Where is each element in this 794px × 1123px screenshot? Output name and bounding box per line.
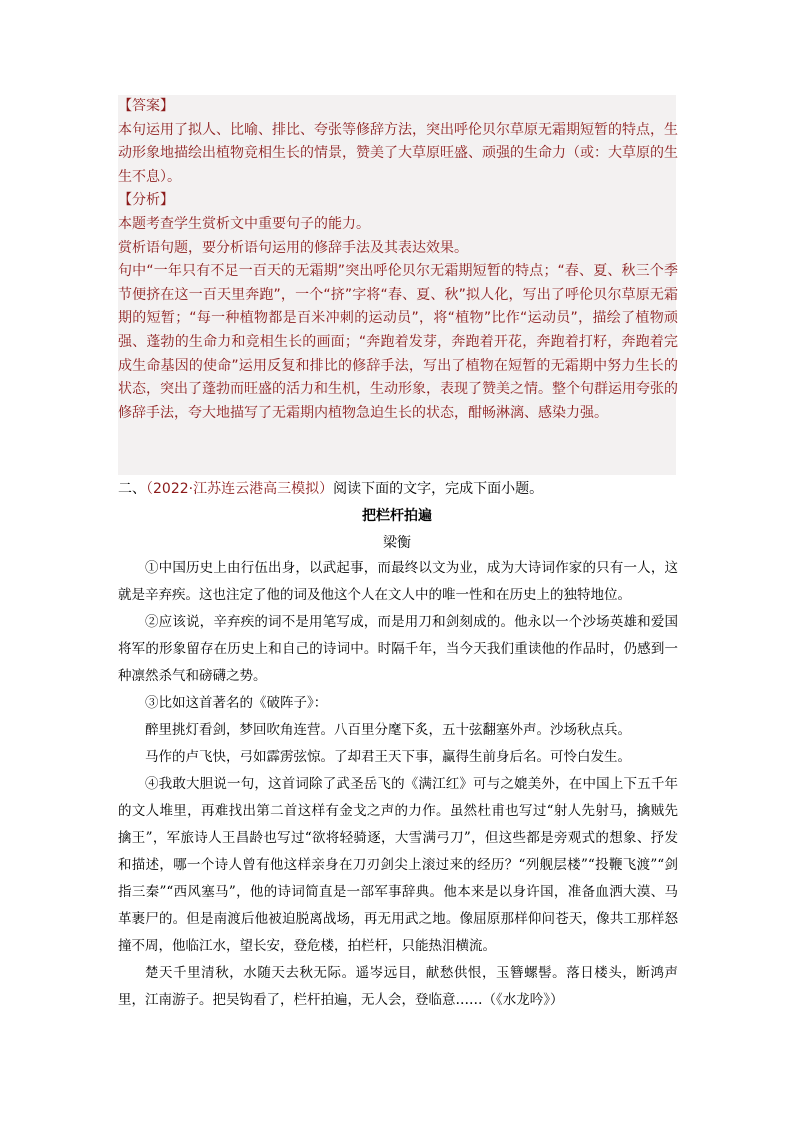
essay-paragraph-4: ④我敢大胆说一句，这首词除了武圣岳飞的《满江红》可与之媲美外，在中国上下五千年的文人堆里，再难找出第二首这样有金戈之声的力作。虽然杜甫也写过“射人先射马，擒贼先擒王”，军旅诗人王昌龄也写过“欲将轻骑逐，大雪满弓刀”，但这些都是旁观式的想象、抒发和描述，哪一个诗人曾有他这样亲身在刀刃剑尖上滚过来的经历？“列舰层楼”“投鞭飞渡”“剑指三秦”“西风塞马”，他的诗词简直是一部军事辞典。他本来是以身许国，准备血洒大漠、马革裹尸的。但是南渡后他被迫脱离战场，再无用武之地。像屈原那样仰问苍天，像共工那样怒撞不周，他临江水，望长安，登危楼，拍栏杆，只能热泪横流。 bbox=[118, 776, 678, 954]
poem-quote: 楚天千里清秋，水随天去秋无际。遥岑远目，献愁供恨，玉簪螺髻。落日楼头，断鸿声里，江南游子。把吴钩看了，栏杆拍遍，无人会，登临意……（《水龙吟》） bbox=[118, 965, 678, 1008]
question-header bbox=[118, 478, 543, 500]
essay-body bbox=[118, 555, 678, 1014]
essay-title: 把栏杆拍遍 bbox=[362, 508, 432, 524]
poem-line-2: 马作的卢飞快，弓如霹雳弦惊。了却君王天下事，赢得生前身后名。可怜白发生。 bbox=[145, 749, 631, 765]
essay-author: 梁衡 bbox=[383, 535, 411, 551]
analysis-body: 句中“一年只有不足一百天的无霜期”突出呼伦贝尔无霜期短暂的特点；“春、夏、秋三个季节便挤在这一百天里奔跑”，一个“挤”字将“春、夏、秋”拟人化，写出了呼伦贝尔草原无霜期的短暂；“每一种植物都是百米冲刺的运动员”，将“植物”比作“运动员”，描绘了植物顽强、蓬勃的生命力和竞相生长的画面；“奔跑着发芽，奔跑着开花，奔跑着打籽，奔跑着完成生命基因的使命”运用反复和排比的修辞手法，写出了植物在短暂的无霜期中努力生长的状态，突出了蓬勃而旺盛的活力和生机，生动形象，表现了赞美之情。整个句群运用夸张的修辞手法，夸大地描写了无霜期内植物急迫生长的状态，酣畅淋漓、感染力强。 bbox=[118, 263, 678, 421]
analysis-line-2: 赏析语句题，要分析语句运用的修辞手法及其表达效果。 bbox=[118, 239, 468, 256]
question-number: 二、 bbox=[118, 481, 146, 497]
answer-panel bbox=[118, 95, 678, 425]
answer-heading: 【答案】 bbox=[118, 98, 174, 114]
analysis-heading: 【分析】 bbox=[118, 192, 174, 209]
essay-paragraph-1: ①中国历史上由行伍出身，以武起事，而最终以文为业，成为大诗词作家的只有一人，这就是辛弃疾。这也注定了他的词及他这个人在文人中的唯一性和在历史上的独特地位。 bbox=[118, 560, 678, 603]
question-source: （2022·江苏连云港高三模拟） bbox=[146, 481, 334, 497]
question-instruction: 阅读下面的文字，完成下面小题。 bbox=[333, 481, 544, 497]
answer-body: 本句运用了拟人、比喻、排比、夸张等修辞方法，突出呼伦贝尔草原无霜期短暂的特点，生动形象地描绘出植物竞相生长的情景，赞美了大草原旺盛、顽强的生命力（或：大草原的生生不息）。 bbox=[118, 121, 678, 185]
analysis-line-1: 本题考查学生赏析文中重要句子的能力。 bbox=[118, 215, 370, 232]
essay-paragraph-2: ②应该说，辛弃疾的词不是用笔写成，而是用刀和剑刻成的。他永以一个沙场英雄和爱国将军的形象留存在历史上和自己的诗词中。时隔千年，当今天我们重读他的作品时，仍感到一种凛然杀气和磅礴之势。 bbox=[118, 614, 678, 684]
poem-line-1: 醉里挑灯看剑，梦回吹角连营。八百里分麾下炙，五十弦翻塞外声。沙场秋点兵。 bbox=[145, 722, 631, 738]
essay-paragraph-3: ③比如这首著名的《破阵子》： bbox=[145, 695, 328, 711]
